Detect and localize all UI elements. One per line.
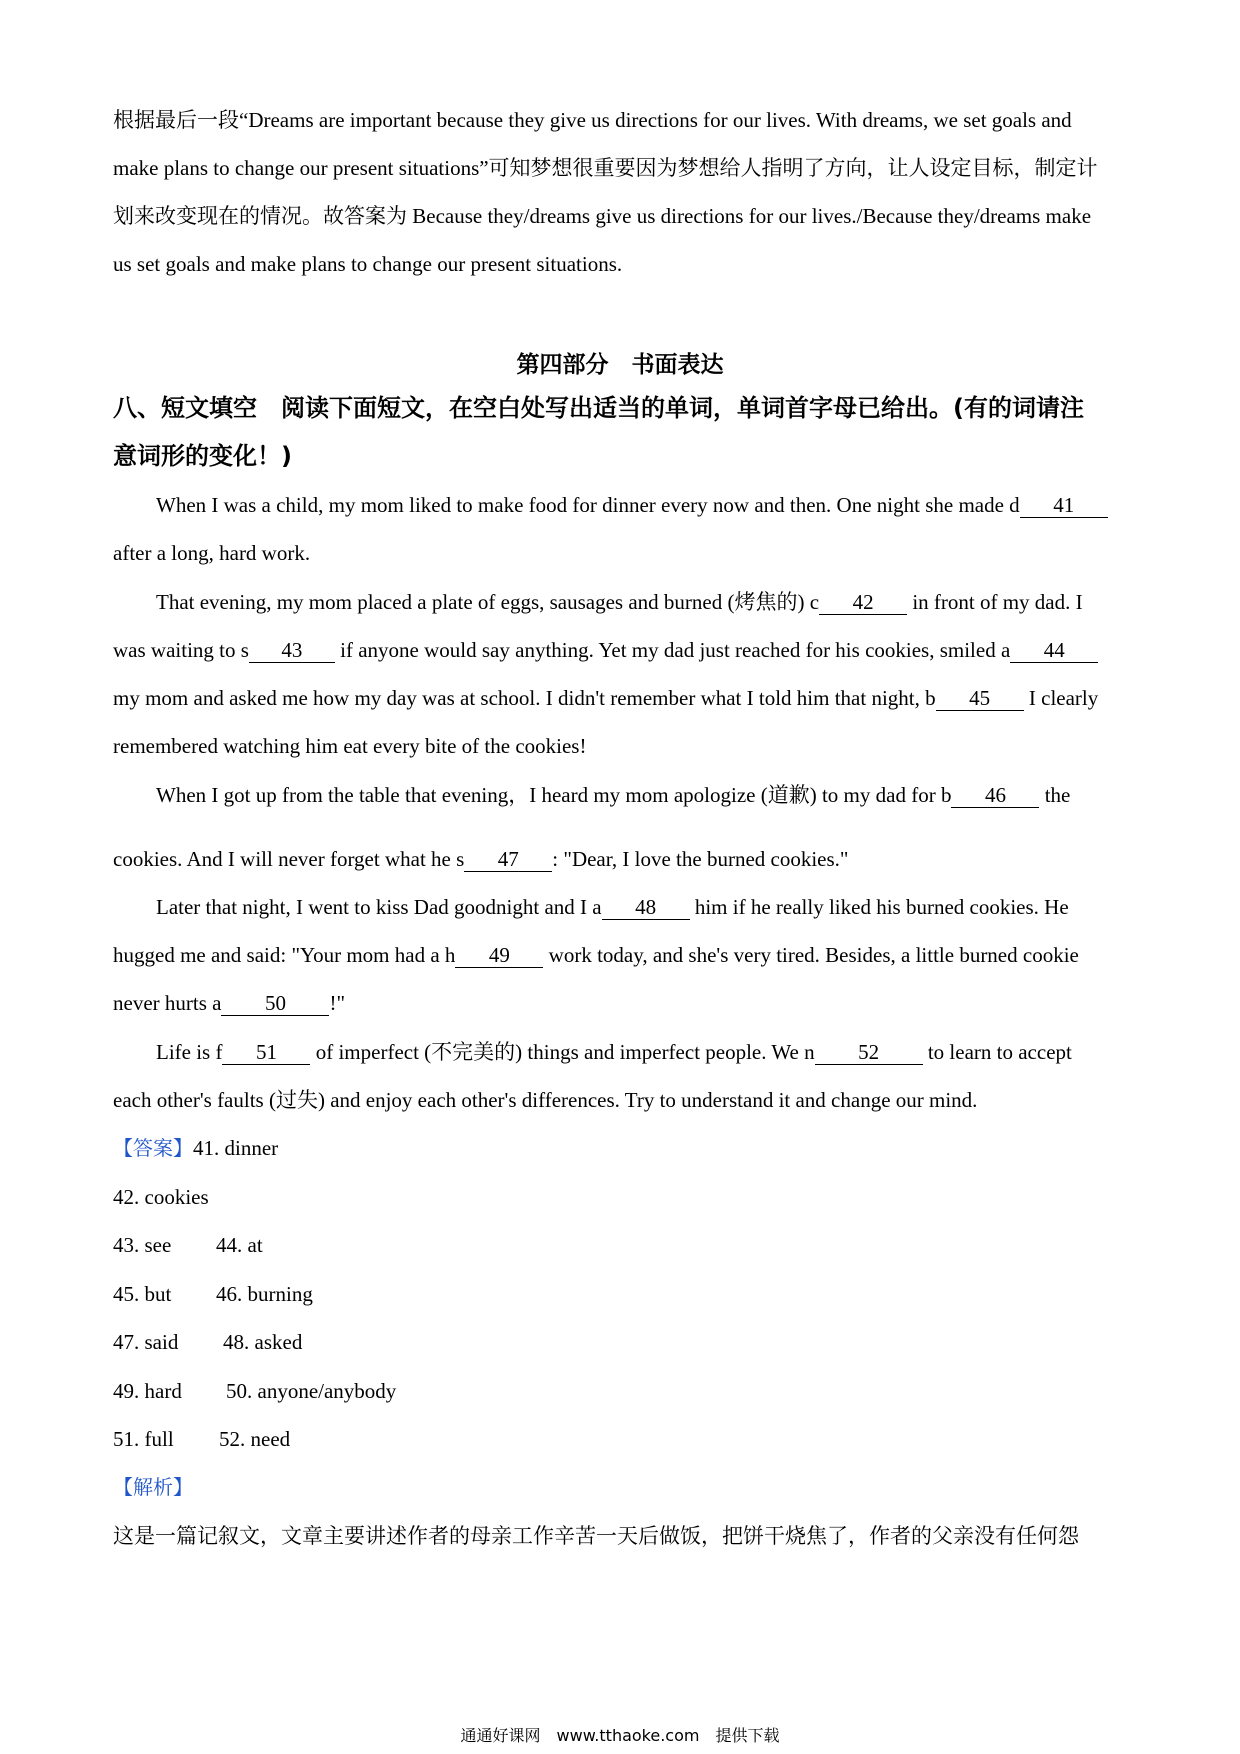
- question-heading-line-1: 八、短文填空 阅读下面短文，在空白处写出适当的单词，单词首字母已给出。(有的词请注: [113, 394, 1084, 422]
- page-footer: 通通好课网 www.tthaoke.com 提供下载: [460, 1726, 780, 1745]
- answer-41: 41. dinner: [193, 1136, 279, 1160]
- passage-line: each other's faults (过失) and enjoy each other's differences. Try to understand it and change our mind.: [113, 1088, 978, 1112]
- passage-text: if anyone would say anything. Yet my dad just reached for his cookies, smiled a: [334, 638, 1011, 662]
- passage-text: Later that night, I went to kiss Dad goodnight and I a: [156, 895, 602, 919]
- answer-49: 49. hard: [113, 1379, 182, 1403]
- passage-line: [156, 1038, 1072, 1066]
- intro-line-4: us set goals and make plans to change our present situations.: [113, 252, 623, 276]
- answer-43: 43. see: [113, 1233, 172, 1257]
- passage-text: !": [329, 991, 346, 1015]
- passage-text: work today, and she's very tired. Besides, a little burned cookie: [543, 943, 1079, 967]
- intro-line-3: 划来改变现在的情况。故答案为 Because they/dreams give us directions for our lives./Because they/dreams make: [113, 204, 1092, 228]
- passage-text: him if he really liked his burned cookies. He: [689, 895, 1069, 919]
- passage-text: When I got up from the table that evening，I heard my mom apologize (道歉) to my dad for b: [156, 783, 952, 807]
- blank-43[interactable]: 43: [249, 638, 335, 663]
- passage-line: [113, 989, 345, 1017]
- passage-text: was waiting to s: [113, 638, 249, 662]
- intro-line-1: 根据最后一段“Dreams are important because they give us directions for our lives. With dreams, we set goals and: [113, 108, 1072, 132]
- passage-text: cookies. And I will never forget what he s: [113, 847, 465, 871]
- answer-47: 47. said: [113, 1330, 179, 1354]
- passage-text: the: [1039, 783, 1071, 807]
- blank-48[interactable]: 48: [602, 895, 690, 920]
- passage-line: [156, 893, 1069, 921]
- analysis-text: 这是一篇记叙文，文章主要讲述作者的母亲工作辛苦一天后做饭，把饼干烧焦了，作者的父亲没有任何怨: [113, 1524, 1079, 1548]
- blank-41[interactable]: 41: [1020, 493, 1108, 518]
- blank-47[interactable]: 47: [464, 847, 552, 872]
- passage-line: remembered watching him eat every bite of the cookies!: [113, 734, 587, 758]
- blank-44[interactable]: 44: [1010, 638, 1098, 663]
- answer-48: 48. asked: [223, 1330, 303, 1354]
- blank-45[interactable]: 45: [936, 686, 1024, 711]
- blank-50[interactable]: 50: [221, 991, 329, 1016]
- passage-text: I clearly: [1023, 686, 1099, 710]
- blank-51[interactable]: 51: [222, 1040, 310, 1065]
- answer-51: 51. full: [113, 1427, 174, 1451]
- passage-text: in front of my dad. I: [907, 590, 1083, 614]
- answer-52: 52. need: [219, 1427, 291, 1451]
- passage-text: my mom and asked me how my day was at school. I didn't remember what I told him that night, b: [113, 686, 936, 710]
- passage-line: [156, 588, 1083, 616]
- passage-line: [113, 845, 849, 873]
- blank-42[interactable]: 42: [819, 590, 907, 615]
- passage-text: hugged me and said: "Your mom had a h: [113, 943, 456, 967]
- passage-text: to learn to accept: [922, 1040, 1072, 1064]
- passage-line: [113, 941, 1079, 969]
- question-heading-line-2: 意词形的变化！): [113, 442, 292, 470]
- blank-52[interactable]: 52: [815, 1040, 923, 1065]
- passage-text: : "Dear, I love the burned cookies.": [552, 847, 849, 871]
- answer-tag: 【答案】: [113, 1136, 193, 1160]
- passage-text: When I was a child, my mom liked to make food for dinner every now and then. One night she made d: [156, 493, 1020, 517]
- answer-45: 45. but: [113, 1282, 172, 1306]
- passage-text: Life is f: [156, 1040, 223, 1064]
- answer-line: [113, 1134, 278, 1162]
- passage-text: never hurts a: [113, 991, 222, 1015]
- passage-line: [113, 636, 1098, 664]
- section-title: 第四部分 书面表达: [516, 352, 724, 378]
- passage-line: after a long, hard work.: [113, 541, 311, 565]
- passage-line: [156, 781, 1070, 809]
- blank-46[interactable]: 46: [951, 783, 1039, 808]
- passage-line: [156, 491, 1108, 519]
- passage-text: That evening, my mom placed a plate of eggs, sausages and burned (烤焦的) c: [156, 590, 820, 614]
- passage-line: [113, 684, 1098, 712]
- answer-42: 42. cookies: [113, 1185, 209, 1209]
- intro-line-2: make plans to change our present situations”可知梦想很重要因为梦想给人指明了方向，让人设定目标，制定计: [113, 156, 1098, 180]
- passage-text: of imperfect (不完美的) things and imperfect people. We n: [310, 1040, 815, 1064]
- blank-49[interactable]: 49: [455, 943, 543, 968]
- analysis-tag-line: [113, 1473, 193, 1501]
- answer-46: 46. burning: [216, 1282, 313, 1306]
- analysis-tag: 【解析】: [113, 1475, 193, 1499]
- answer-50: 50. anyone/anybody: [226, 1379, 397, 1403]
- answer-44: 44. at: [216, 1233, 263, 1257]
